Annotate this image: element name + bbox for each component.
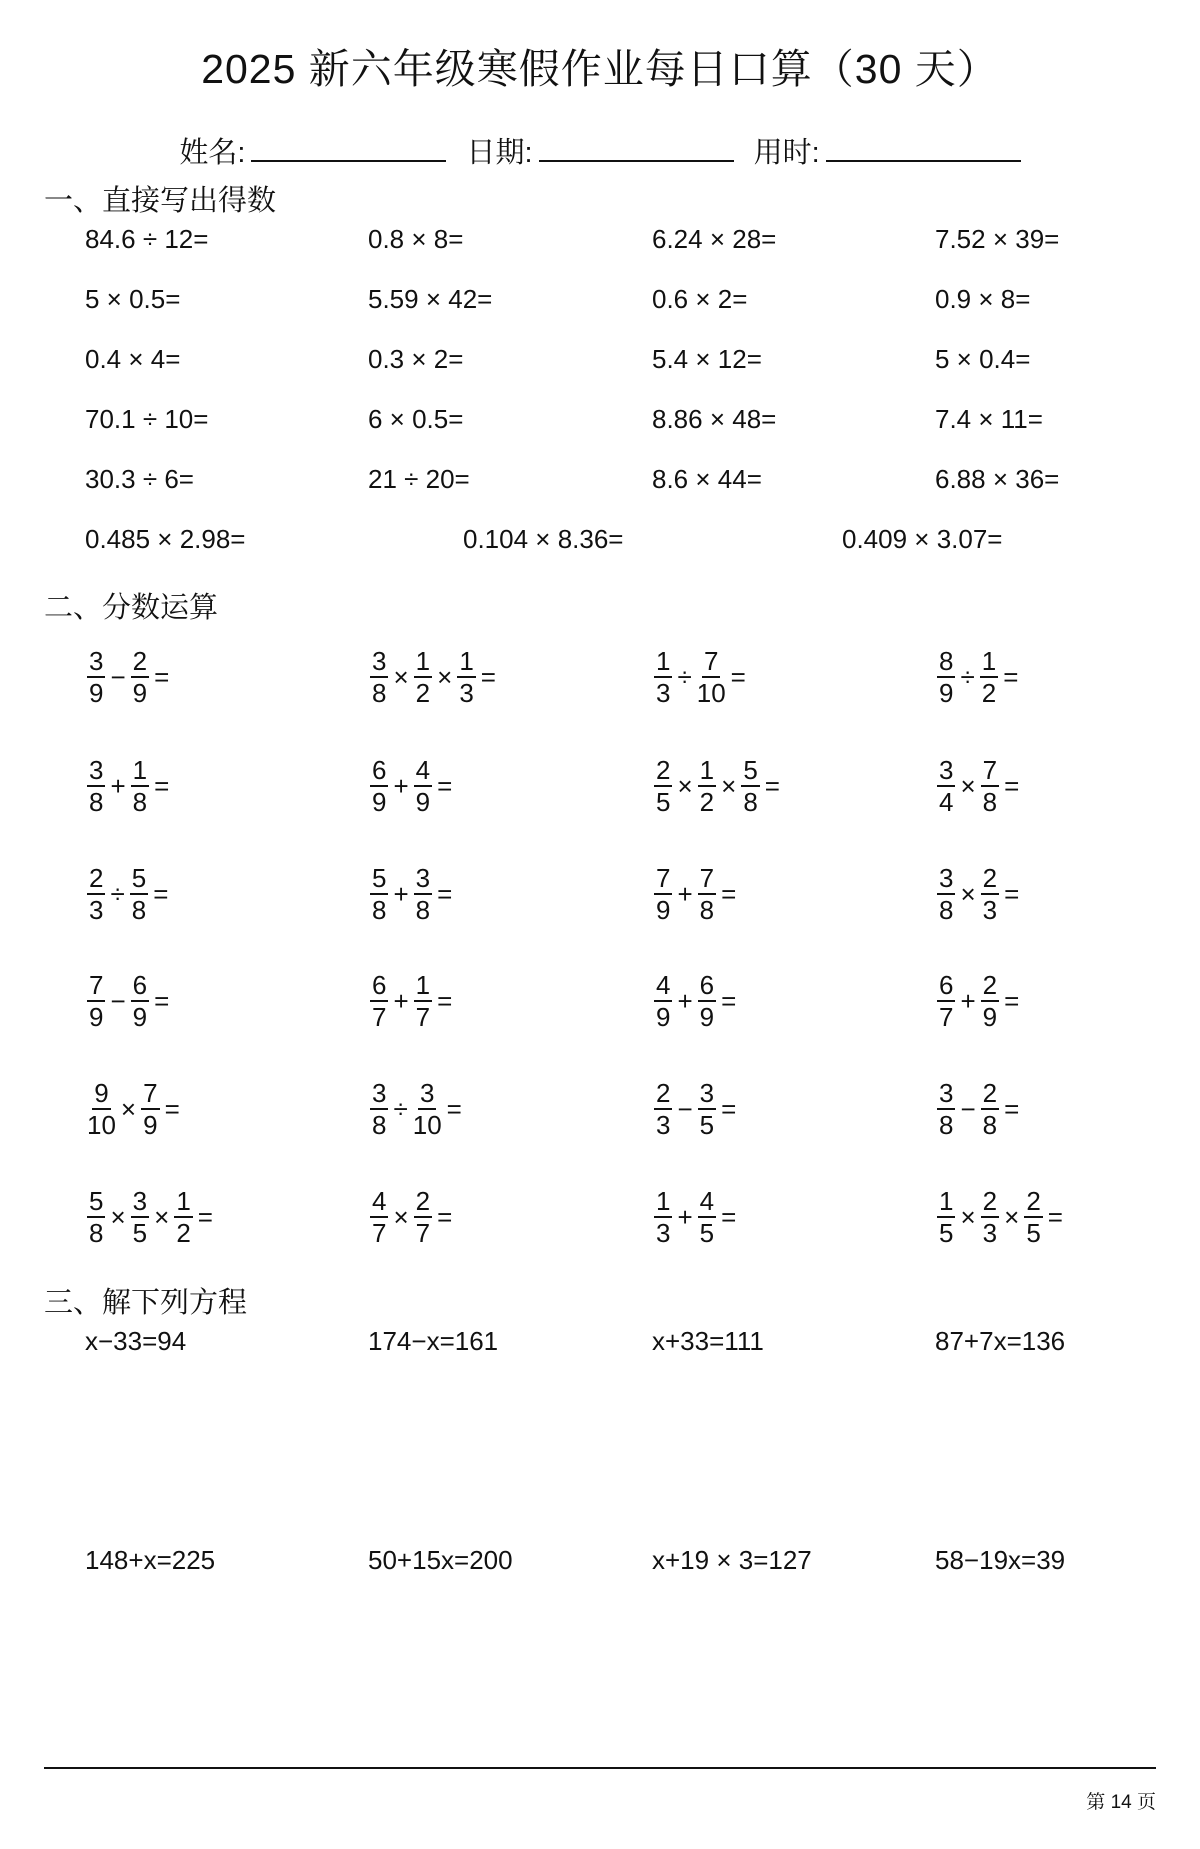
fraction <box>698 1080 716 1138</box>
fraction <box>131 1188 149 1246</box>
denominator: 8 <box>415 895 431 925</box>
direct-problem: 6.24 × 28= <box>652 224 777 254</box>
fraction <box>370 865 388 923</box>
student-info-row <box>0 130 1200 171</box>
numerator: 3 <box>372 1078 387 1108</box>
numerator: 7 <box>699 863 715 893</box>
operator: = <box>1047 1202 1063 1232</box>
operator: + <box>393 986 409 1016</box>
fraction-problem <box>935 972 1022 1030</box>
numerator: 6 <box>699 970 715 1000</box>
direct-problem: 21 ÷ 20= <box>368 464 470 494</box>
equation-problem: x+19 × 3=127 <box>652 1545 812 1575</box>
denominator: 10 <box>87 1110 116 1140</box>
operator: = <box>437 879 453 909</box>
numerator: 2 <box>89 863 104 893</box>
fraction <box>370 648 388 706</box>
denominator: 7 <box>415 1218 431 1248</box>
numerator: 2 <box>656 1078 671 1108</box>
denominator: 3 <box>656 1110 671 1140</box>
fraction <box>981 1188 999 1246</box>
date-field <box>466 130 733 171</box>
operator: + <box>677 986 693 1016</box>
operator: × <box>393 1202 409 1232</box>
operator: = <box>437 1202 453 1232</box>
numerator: 4 <box>415 755 431 785</box>
direct-problem: 30.3 ÷ 6= <box>85 464 194 494</box>
fraction <box>131 648 149 706</box>
fraction <box>414 865 432 923</box>
numerator: 4 <box>656 970 671 1000</box>
fraction <box>414 757 432 815</box>
numerator: 2 <box>656 755 671 785</box>
direct-problem: 7.4 × 11= <box>935 404 1043 434</box>
fraction-problem <box>652 648 749 706</box>
fraction-problem <box>85 972 172 1030</box>
denominator: 8 <box>982 1110 998 1140</box>
direct-problem: 0.4 × 4= <box>85 344 181 374</box>
operator: ÷ <box>393 1094 408 1124</box>
numerator: 5 <box>131 863 147 893</box>
operator: = <box>154 986 170 1016</box>
operator: × <box>677 771 693 801</box>
fraction <box>174 1188 192 1246</box>
direct-problem: 70.1 ÷ 10= <box>85 404 209 434</box>
fraction-problem <box>935 1188 1066 1246</box>
operator: = <box>1004 986 1020 1016</box>
operator: + <box>110 771 126 801</box>
numerator: 1 <box>415 646 431 676</box>
numerator: 1 <box>132 755 148 785</box>
fraction <box>698 972 716 1030</box>
numerator: 2 <box>982 863 998 893</box>
fraction <box>654 972 672 1030</box>
numerator: 2 <box>982 1078 998 1108</box>
date-label: 日期: <box>466 137 533 169</box>
name-field <box>179 130 446 171</box>
denominator: 8 <box>982 787 998 817</box>
numerator: 4 <box>699 1186 715 1216</box>
direct-problem: 5.59 × 42= <box>368 284 493 314</box>
operator: − <box>677 1094 693 1124</box>
fraction-problem <box>368 865 455 923</box>
operator: − <box>110 662 126 692</box>
fraction <box>87 757 105 815</box>
numerator: 7 <box>143 1078 158 1108</box>
denominator: 10 <box>696 678 726 708</box>
operator: × <box>960 1202 976 1232</box>
numerator: 3 <box>419 1078 435 1108</box>
fraction <box>981 1080 999 1138</box>
denominator: 3 <box>459 678 474 708</box>
operator: × <box>960 879 976 909</box>
denominator: 8 <box>372 1110 387 1140</box>
denominator: 8 <box>939 1110 954 1140</box>
fraction <box>654 1080 672 1138</box>
denominator: 9 <box>372 787 387 817</box>
fraction <box>87 1188 105 1246</box>
denominator: 5 <box>939 1218 954 1248</box>
fraction <box>697 648 726 706</box>
numerator: 1 <box>939 1186 954 1216</box>
fraction <box>414 1188 432 1246</box>
denominator: 4 <box>939 787 954 817</box>
denominator: 3 <box>656 678 671 708</box>
fraction-problem <box>652 757 783 815</box>
denominator: 9 <box>132 678 148 708</box>
fraction <box>413 1080 442 1138</box>
fraction <box>937 1080 955 1138</box>
denominator: 5 <box>1026 1218 1041 1248</box>
fraction <box>937 648 955 706</box>
numerator: 1 <box>415 970 431 1000</box>
numerator: 2 <box>132 646 148 676</box>
fraction <box>654 865 672 923</box>
operator: = <box>197 1202 213 1232</box>
numerator: 1 <box>656 646 671 676</box>
direct-problem: 7.52 × 39= <box>935 224 1060 254</box>
fraction <box>131 757 149 815</box>
denominator: 8 <box>131 895 147 925</box>
numerator: 1 <box>699 755 715 785</box>
denominator: 3 <box>89 895 104 925</box>
operator: − <box>110 986 126 1016</box>
numerator: 6 <box>132 970 148 1000</box>
equation-problem: x+33=111 <box>652 1326 764 1356</box>
fraction-problem <box>935 1080 1022 1138</box>
fraction-problem <box>85 648 172 706</box>
denominator: 8 <box>132 787 148 817</box>
denominator: 9 <box>143 1110 158 1140</box>
numerator: 5 <box>89 1186 104 1216</box>
equation-problem: 58−19x=39 <box>935 1545 1066 1575</box>
denominator: 5 <box>656 787 671 817</box>
numerator: 6 <box>372 970 387 1000</box>
denominator: 9 <box>656 895 671 925</box>
name-blank <box>251 134 446 162</box>
operator: = <box>164 1094 180 1124</box>
fraction <box>937 757 955 815</box>
denominator: 2 <box>415 678 431 708</box>
numerator: 1 <box>981 646 997 676</box>
page-title: 2025 新六年级寒假作业每日口算（30 天） <box>201 46 999 92</box>
operator: × <box>154 1202 170 1232</box>
numerator: 3 <box>415 863 431 893</box>
fraction <box>141 1080 159 1138</box>
denominator: 2 <box>981 678 997 708</box>
operator: = <box>721 1094 737 1124</box>
denominator: 3 <box>982 895 998 925</box>
denominator: 5 <box>132 1218 148 1248</box>
operator: + <box>677 879 693 909</box>
fraction <box>654 1188 672 1246</box>
operator: × <box>110 1202 126 1232</box>
numerator: 1 <box>656 1186 671 1216</box>
operator: ÷ <box>960 662 975 692</box>
fraction <box>654 757 672 815</box>
operator: = <box>480 662 496 692</box>
denominator: 9 <box>415 787 431 817</box>
equation-problem: 50+15x=200 <box>368 1545 513 1575</box>
denominator: 3 <box>982 1218 998 1248</box>
direct-problem-long: 0.485 × 2.98= <box>85 524 246 554</box>
fraction-problem <box>368 1080 465 1138</box>
numerator: 3 <box>372 646 387 676</box>
denominator: 3 <box>656 1218 671 1248</box>
numerator: 5 <box>743 755 758 785</box>
direct-problem-long: 0.409 × 3.07= <box>842 524 1003 554</box>
denominator: 8 <box>743 787 758 817</box>
operator: + <box>393 771 409 801</box>
denominator: 9 <box>132 1002 148 1032</box>
denominator: 8 <box>89 787 104 817</box>
fraction-problem <box>935 757 1022 815</box>
fraction-problem <box>368 972 455 1030</box>
fraction <box>370 757 388 815</box>
operator: ÷ <box>677 662 692 692</box>
denominator: 8 <box>372 678 387 708</box>
operator: = <box>437 771 453 801</box>
denominator: 8 <box>89 1218 104 1248</box>
operator: = <box>1004 879 1020 909</box>
direct-problem: 6.88 × 36= <box>935 464 1060 494</box>
fraction <box>981 865 999 923</box>
fraction-problem <box>368 648 499 706</box>
numerator: 3 <box>939 1078 954 1108</box>
section-heading-fractions: 二、分数运算 <box>44 592 219 624</box>
equation-problem: x−33=94 <box>85 1326 187 1356</box>
denominator: 5 <box>699 1110 715 1140</box>
equation-problem: 148+x=225 <box>85 1545 216 1575</box>
denominator: 7 <box>372 1002 387 1032</box>
direct-problem: 8.6 × 44= <box>652 464 762 494</box>
operator: = <box>1004 771 1020 801</box>
numerator: 7 <box>703 646 719 676</box>
numerator: 6 <box>372 755 387 785</box>
operator: = <box>437 986 453 1016</box>
denominator: 7 <box>939 1002 954 1032</box>
time-label: 用时: <box>753 137 820 169</box>
operator: − <box>960 1094 976 1124</box>
numerator: 3 <box>699 1078 715 1108</box>
direct-problem: 0.6 × 2= <box>652 284 748 314</box>
operator: + <box>393 879 409 909</box>
fraction <box>414 648 432 706</box>
direct-problem: 5 × 0.4= <box>935 344 1031 374</box>
name-label: 姓名: <box>179 137 246 169</box>
direct-problem: 0.8 × 8= <box>368 224 464 254</box>
fraction-problem <box>652 1080 739 1138</box>
fraction <box>937 972 955 1030</box>
fraction <box>370 1080 388 1138</box>
fraction-problem <box>652 865 739 923</box>
operator: × <box>393 662 409 692</box>
page-number: 第 14 页 <box>1086 1792 1156 1813</box>
numerator: 1 <box>176 1186 191 1216</box>
operator: = <box>721 1202 737 1232</box>
fraction <box>698 1188 716 1246</box>
numerator: 2 <box>982 1186 998 1216</box>
direct-problem: 84.6 ÷ 12= <box>85 224 209 254</box>
fraction <box>130 865 148 923</box>
denominator: 8 <box>939 895 954 925</box>
fraction <box>87 648 105 706</box>
numerator: 2 <box>415 1186 431 1216</box>
fraction-problem <box>935 648 1021 706</box>
denominator: 2 <box>176 1218 191 1248</box>
fraction <box>981 972 999 1030</box>
operator: ÷ <box>110 879 125 909</box>
numerator: 4 <box>372 1186 387 1216</box>
denominator: 7 <box>415 1002 431 1032</box>
numerator: 9 <box>94 1078 109 1108</box>
footer-divider <box>44 1767 1156 1769</box>
operator: = <box>154 771 170 801</box>
fraction <box>370 1188 388 1246</box>
numerator: 7 <box>89 970 104 1000</box>
operator: = <box>1003 662 1019 692</box>
fraction-problem <box>652 1188 739 1246</box>
numerator: 7 <box>656 863 671 893</box>
fraction <box>698 757 716 815</box>
fraction <box>1024 1188 1042 1246</box>
denominator: 2 <box>699 787 715 817</box>
operator: = <box>154 662 170 692</box>
fraction-problem <box>85 1188 216 1246</box>
fraction-problem <box>368 757 455 815</box>
fraction-problem <box>85 1080 183 1138</box>
fraction <box>741 757 759 815</box>
numerator: 3 <box>89 646 104 676</box>
numerator: 3 <box>132 1186 148 1216</box>
denominator: 9 <box>982 1002 998 1032</box>
fraction <box>654 648 672 706</box>
equation-problem: 174−x=161 <box>368 1326 499 1356</box>
direct-problem: 5 × 0.5= <box>85 284 181 314</box>
operator: = <box>153 879 169 909</box>
denominator: 5 <box>699 1218 715 1248</box>
fraction-problem <box>85 757 172 815</box>
operator: × <box>437 662 453 692</box>
fraction <box>981 757 999 815</box>
section-heading-equations: 三、解下列方程 <box>44 1287 248 1319</box>
denominator: 10 <box>412 1110 442 1140</box>
equation-problem: 87+7x=136 <box>935 1326 1066 1356</box>
numerator: 2 <box>982 970 998 1000</box>
section-heading-direct: 一、直接写出得数 <box>44 185 277 217</box>
denominator: 8 <box>372 895 387 925</box>
numerator: 1 <box>459 646 474 676</box>
operator: + <box>677 1202 693 1232</box>
denominator: 9 <box>699 1002 715 1032</box>
operator: = <box>764 771 780 801</box>
operator: × <box>960 771 976 801</box>
numerator: 5 <box>372 863 387 893</box>
numerator: 3 <box>939 755 954 785</box>
fraction <box>457 648 475 706</box>
direct-problem: 0.9 × 8= <box>935 284 1031 314</box>
numerator: 7 <box>982 755 998 785</box>
denominator: 9 <box>89 1002 104 1032</box>
fraction <box>87 865 105 923</box>
operator: × <box>721 771 737 801</box>
denominator: 9 <box>656 1002 671 1032</box>
operator: + <box>960 986 976 1016</box>
denominator: 8 <box>699 895 715 925</box>
fraction-problem <box>935 865 1022 923</box>
fraction <box>937 865 955 923</box>
denominator: 9 <box>939 678 954 708</box>
time-blank <box>826 134 1021 162</box>
numerator: 8 <box>939 646 954 676</box>
fraction <box>87 972 105 1030</box>
denominator: 7 <box>372 1218 387 1248</box>
fraction <box>370 972 388 1030</box>
fraction-problem <box>368 1188 455 1246</box>
fraction-problem <box>85 865 171 923</box>
direct-problem: 0.3 × 2= <box>368 344 464 374</box>
numerator: 6 <box>939 970 954 1000</box>
operator: = <box>446 1094 462 1124</box>
direct-problem: 8.86 × 48= <box>652 404 777 434</box>
fraction <box>698 865 716 923</box>
operator: = <box>1004 1094 1020 1124</box>
fraction <box>414 972 432 1030</box>
fraction <box>980 648 998 706</box>
time-field <box>754 130 1021 171</box>
numerator: 3 <box>89 755 104 785</box>
numerator: 2 <box>1026 1186 1041 1216</box>
fraction-problem <box>652 972 739 1030</box>
fraction <box>131 972 149 1030</box>
direct-problem: 6 × 0.5= <box>368 404 464 434</box>
denominator: 9 <box>89 678 104 708</box>
fraction <box>937 1188 955 1246</box>
fraction <box>87 1080 116 1138</box>
operator: = <box>721 879 737 909</box>
direct-problem: 5.4 × 12= <box>652 344 762 374</box>
operator: × <box>120 1094 137 1124</box>
operator: = <box>721 986 737 1016</box>
date-blank <box>539 134 734 162</box>
numerator: 3 <box>939 863 954 893</box>
operator: = <box>730 662 746 692</box>
operator: × <box>1004 1202 1020 1232</box>
direct-problem-long: 0.104 × 8.36= <box>463 524 624 554</box>
